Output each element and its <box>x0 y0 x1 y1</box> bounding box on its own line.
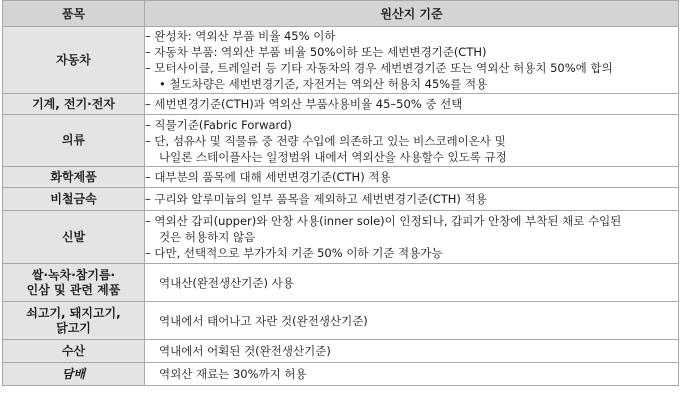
item-cell: 수산 <box>3 340 145 363</box>
table-row <box>3 264 679 302</box>
criteria-line: – 완성차: 역외산 부품 비율 45% 이하 <box>145 28 678 44</box>
criteria-cell <box>145 264 679 302</box>
item-cell: 담배 <box>3 363 145 386</box>
item-cell-line: 쇠고기, 돼지고기, <box>26 305 121 320</box>
criteria-text: 역외산 재료는 30%까지 허용 <box>159 367 307 381</box>
criteria-cell <box>145 167 679 188</box>
item-cell: 비철금속 <box>3 188 145 211</box>
rules-of-origin-table <box>2 0 679 386</box>
criteria-cell <box>145 115 679 167</box>
table-row <box>3 211 679 264</box>
criteria-subline: • 철도차량은 세번변경기준, 자전거는 역외산 허용치 45%를 적용 <box>145 76 678 92</box>
criteria-cell <box>145 302 679 340</box>
criteria-line: – 다만, 선택적으로 부가가치 기준 50% 이하 기준 적용가능 <box>145 245 678 261</box>
item-cell-line: 쌀·녹차·참기름· <box>31 267 116 282</box>
criteria-cell <box>145 94 679 115</box>
item-cell: 의류 <box>3 115 145 167</box>
item-cell: 신발 <box>3 211 145 264</box>
criteria-line: – 구리와 알루미늄의 일부 품목을 제외하고 세번변경기준(CTH) 적용 <box>145 191 678 207</box>
item-cell <box>3 302 145 340</box>
item-cell-line: 인삼 및 관련 제품 <box>26 282 121 297</box>
criteria-cell <box>145 27 679 94</box>
criteria-text: 역내에서 어획된 것(완전생산기준) <box>159 344 331 358</box>
item-cell: 화학제품 <box>3 167 145 188</box>
table-row <box>3 115 679 167</box>
table-row <box>3 302 679 340</box>
table-row <box>3 27 679 94</box>
item-cell: 기계, 전기·전자 <box>3 94 145 115</box>
header-row <box>3 1 679 27</box>
table-row <box>3 340 679 363</box>
criteria-cell <box>145 188 679 211</box>
table-row <box>3 188 679 211</box>
criteria-continuation: 나일론 스테이플사는 일정범위 내에서 역외산을 사용할수 있도록 규정 <box>159 149 507 164</box>
criteria-text: 역내산(완전생산기준) 사용 <box>159 275 294 290</box>
criteria-line: – 세번변경기준(CTH)과 역외산 부품사용비율 45–50% 중 선택 <box>145 96 678 112</box>
criteria-line: – 직물기준(Fabric Forward) <box>145 117 678 133</box>
criteria-line: – 단, 섬유사 및 직물류 중 전량 수입에 의존하고 있는 비스코레이온사 및 <box>145 133 678 149</box>
table-row <box>3 167 679 188</box>
header-criteria: 원산지 기준 <box>145 1 679 27</box>
criteria-line: – 모터사이클, 트레일러 등 기타 자동차의 경우 세번변경기준 또는 역외산 허용치 50%에 합의 <box>145 60 678 76</box>
criteria-line: – 대부분의 품목에 대해 세번변경기준(CTH) 적용 <box>145 169 678 185</box>
item-cell: 자동차 <box>3 27 145 94</box>
criteria-line: – 역외산 갑피(upper)와 안창 사용(inner sole)이 인정되나, 갑피가 안창에 부착된 채로 수입된 <box>145 213 678 229</box>
item-cell <box>3 264 145 302</box>
item-cell-line: 닭고기 <box>56 320 91 335</box>
criteria-text: 역내에서 태어나고 자란 것(완전생산기준) <box>159 313 368 328</box>
criteria-cell <box>145 363 679 386</box>
criteria-cell <box>145 211 679 264</box>
header-item: 품목 <box>3 1 145 27</box>
criteria-cell <box>145 340 679 363</box>
criteria-continuation: 것은 허용하지 않음 <box>159 230 256 244</box>
table-row <box>3 363 679 386</box>
criteria-line: – 자동차 부품: 역외산 부품 비율 50%이하 또는 세번변경기준(CTH) <box>145 44 678 60</box>
table-row <box>3 94 679 115</box>
